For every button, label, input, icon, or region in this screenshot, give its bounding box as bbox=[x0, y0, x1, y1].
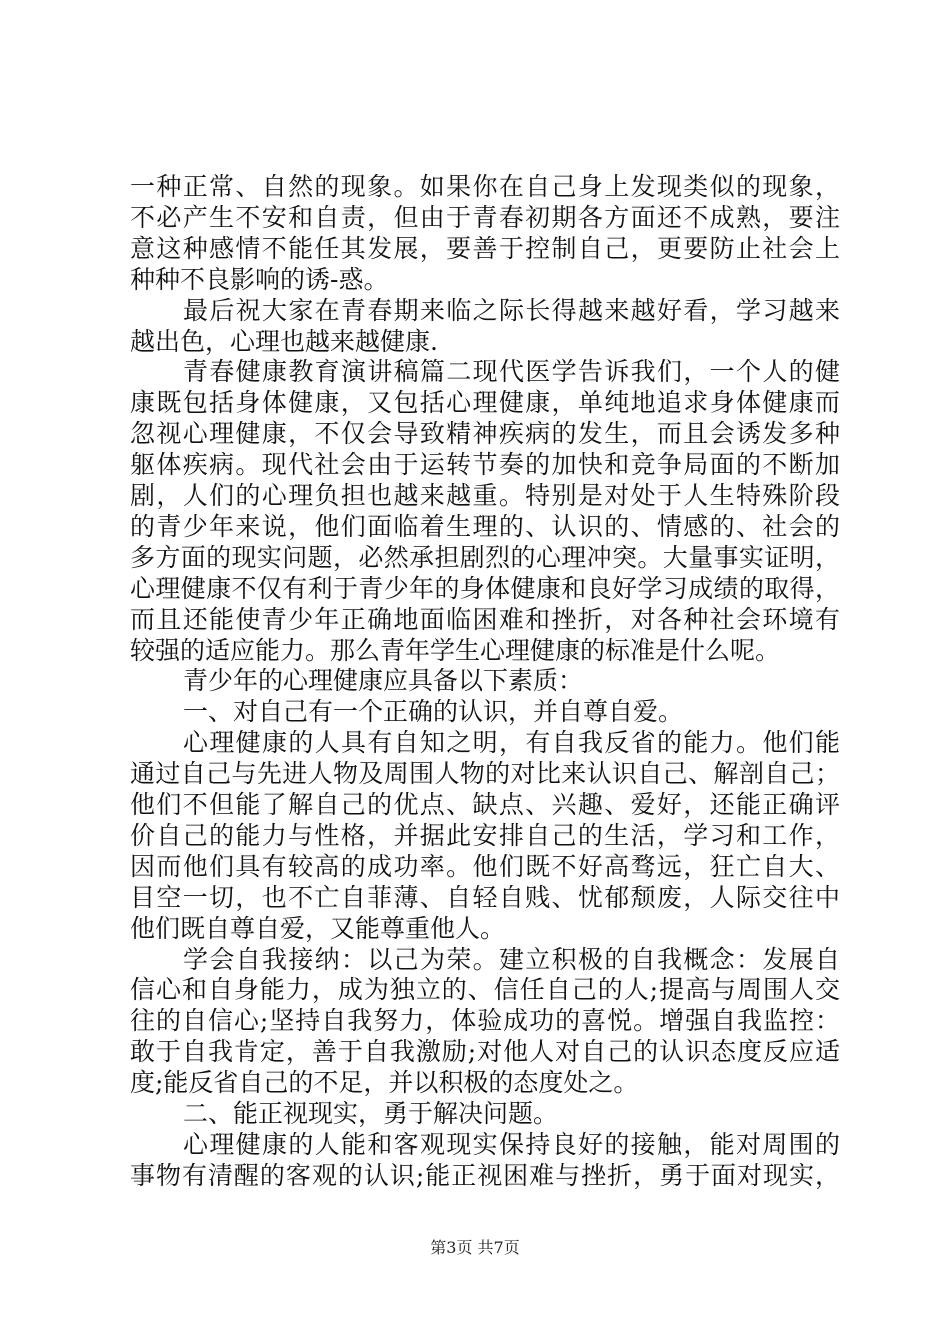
paragraph-start-line: 青少年的心理健康应具备以下素质： bbox=[183, 666, 584, 696]
text-line: 度;能反省自己的不足，并以积极的态度处之。 bbox=[130, 1068, 639, 1098]
text-line: 忽视心理健康，不仅会导致精神疾病的发生，而且会诱发多种 bbox=[130, 419, 840, 449]
text-line: 的青少年来说，他们面临着生理的、认识的、情感的、社会的 bbox=[130, 511, 840, 541]
text-line: 他们既自尊自爱，又能尊重他人。 bbox=[130, 913, 506, 943]
text-line: 通过自己与先进人物及周围人物的对比来认识自己、解剖自己； bbox=[130, 759, 840, 789]
text-line: 不必产生不安和自责，但由于青春初期各方面还不成熟，要注 bbox=[130, 202, 840, 232]
text-line: 越出色，心理也越来越健康. bbox=[130, 326, 438, 356]
text-line: 他们不但能了解自己的优点、缺点、兴趣、爱好，还能正确评 bbox=[130, 790, 840, 819]
text-line: 较强的适应能力。那么青年学生心理健康的标准是什么呢。 bbox=[130, 635, 781, 665]
paragraph-start-line: 最后祝大家在青春期来临之际长得越来越好看，学习越来 bbox=[183, 295, 840, 325]
paragraph-start-line: 学会自我接纳：以己为荣。建立积极的自我概念：发展自 bbox=[183, 944, 840, 974]
paragraph-start-line: 心理健康的人具有自知之明，有自我反省的能力。他们能 bbox=[183, 728, 840, 758]
text-line: 躯体疾病。现代社会由于运转节奏的加快和竞争局面的不断加 bbox=[130, 450, 840, 480]
text-line: 因而他们具有较高的成功率。他们既不好高骛远，狂亡自大、 bbox=[130, 851, 840, 881]
text-line: 康既包括身体健康，又包括心理健康，单纯地追求身体健康而 bbox=[130, 388, 840, 418]
text-line: 一种正常、自然的现象。如果你在自己身上发现类似的现象， bbox=[130, 172, 840, 201]
text-line: 信心和自身能力，成为独立的、信任自己的人;提高与周围人交 bbox=[130, 975, 840, 1005]
paragraph-start-line: 青春健康教育演讲稿篇二现代医学告诉我们，一个人的健 bbox=[183, 357, 840, 387]
text-line: 往的自信心;坚持自我努力，体验成功的喜悦。增强自我监控： bbox=[130, 1006, 840, 1036]
text-line: 价自己的能力与性格，并据此安排自己的生活，学习和工作， bbox=[130, 820, 840, 850]
page-footer: 第3页 共7页 bbox=[430, 1238, 520, 1257]
paragraph-start-line: 二、能正视现实，勇于解决问题。 bbox=[183, 1099, 559, 1128]
text-line: 敢于自我肯定，善于自我激励;对他人对自己的认识态度反应适 bbox=[130, 1037, 840, 1067]
text-line: 目空一切，也不亡自菲薄、自轻自贱、忧郁颓废，人际交往中 bbox=[130, 882, 840, 912]
text-line: 事物有清醒的客观的认识;能正视困难与挫折，勇于面对现实， bbox=[130, 1160, 840, 1190]
paragraph-start-line: 心理健康的人能和客观现实保持良好的接触，能对周围的 bbox=[183, 1129, 840, 1159]
text-line: 多方面的现实问题，必然承担剧烈的心理冲突。大量事实证明， bbox=[130, 542, 840, 572]
text-line: 心理健康不仅有利于青少年的身体健康和良好学习成绩的取得， bbox=[130, 573, 840, 603]
paragraph-start-line: 一、对自己有一个正确的认识，并自尊自爱。 bbox=[183, 697, 684, 727]
text-line: 种种不良影响的诱-惑。 bbox=[130, 264, 389, 294]
text-line: 意这种感情不能任其发展，要善于控制自己，更要防止社会上 bbox=[130, 233, 840, 263]
text-line: 剧，人们的心理负担也越来越重。特别是对处于人生特殊阶段 bbox=[130, 481, 840, 510]
text-line: 而且还能使青少年正确地面临困难和挫折，对各种社会环境有 bbox=[130, 604, 840, 634]
